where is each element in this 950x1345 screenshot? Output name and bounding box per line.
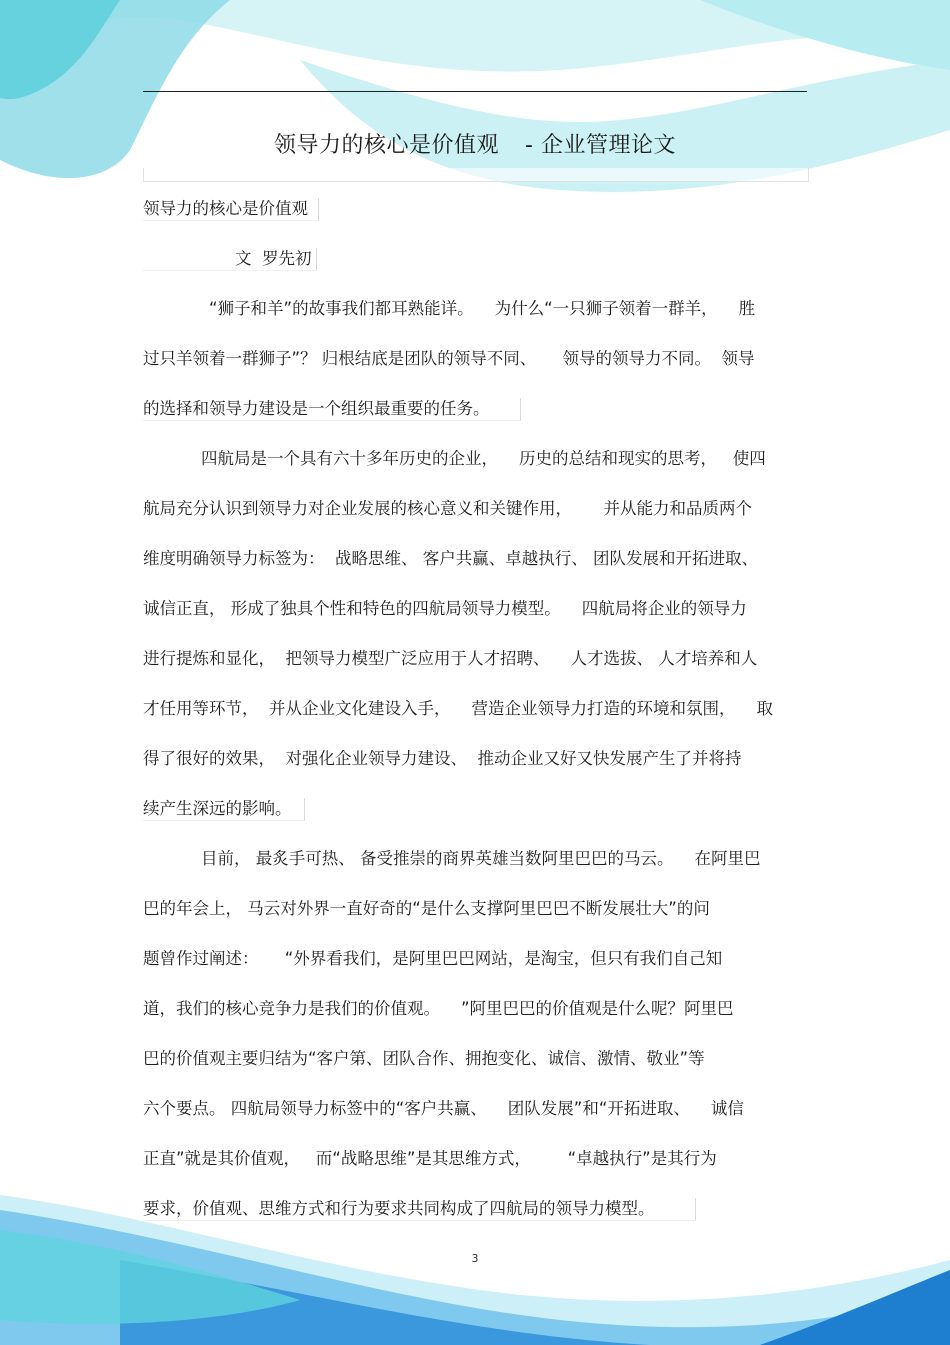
article-heading: 领导力的核心是价值观: [143, 198, 319, 221]
paragraph-line: 续产生深远的影响。: [143, 798, 305, 821]
title-underbar: [143, 168, 809, 182]
paragraph-line: 的选择和领导力建设是一个组织最重要的任务。: [143, 398, 521, 421]
paragraph-line: 目前， 最炙手可热、 备受推崇的商界英雄当数阿里巴巴的马云。 在阿里巴: [201, 849, 761, 868]
paragraph-line: 巴的价值观主要归结为“客户第、团队合作、拥抱变化、诚信、激情、敬业”等: [143, 1049, 705, 1068]
paragraph-line: “狮子和羊”的故事我们都耳熟能详。 为什么“一只狮子领着一群羊， 胜: [209, 299, 756, 318]
paragraph-line: 巴的年会上， 马云对外界一直好奇的“是什么支撑阿里巴巴不断发展壮大”的问: [143, 899, 710, 918]
paragraph-line: 四航局是一个具有六十多年历史的企业， 历史的总结和现实的思考， 使四: [201, 449, 766, 468]
paragraph-line: 六个要点。 四航局领导力标签中的“客户共赢、 团队发展”和“开拓进取、 诚信: [143, 1099, 744, 1118]
header-rule: [143, 91, 807, 92]
author-line: 文 罗先初: [143, 248, 317, 271]
paragraph-line: 航局充分认识到领导力对企业发展的核心意义和关键作用， 并从能力和品质两个: [143, 499, 752, 518]
title-suffix: - 企业管理论文: [525, 133, 676, 158]
paragraph-line: 得了很好的效果， 对强化企业领导力建设、 推动企业又好又快发展产生了并将持: [143, 749, 742, 768]
paragraph-line: 诚信正直， 形成了独具个性和特色的四航局领导力模型。 四航局将企业的领导力: [143, 599, 747, 618]
paragraph-line: 正直”就是其价值观， 而“战略思维”是其思维方式， “卓越执行”是其行为: [143, 1149, 717, 1168]
paragraph-line: 才任用等环节， 并从企业文化建设入手， 营造企业领导力打造的环境和氛围， 取: [143, 699, 773, 718]
paragraph-line: 道，我们的核心竞争力是我们的价值观。 ”阿里巴巴的价值观是什么呢？阿里巴: [143, 999, 734, 1018]
paragraph-line: 过只羊领着一群狮子”？ 归根结底是团队的领导不同、 领导的领导力不同。 领导: [143, 349, 755, 368]
paragraph-line: 维度明确领导力标签为： 战略思维、 客户共赢、卓越执行、 团队发展和开拓进取、: [143, 549, 758, 568]
document-title: [143, 128, 807, 159]
paragraph-line: 进行提炼和显化， 把领导力模型广泛应用于人才招聘、 人才选拔、 人才培养和人: [143, 649, 758, 668]
paragraph-line: 题曾作过阐述： “外界看我们，是阿里巴巴网站，是淘宝，但只有我们自己知: [143, 949, 723, 968]
title-main: 领导力的核心是价值观: [274, 133, 500, 158]
page-number: 3: [471, 1252, 479, 1265]
paragraph-line: 要求，价值观、思维方式和行为要求共同构成了四航局的领导力模型。: [143, 1198, 696, 1221]
